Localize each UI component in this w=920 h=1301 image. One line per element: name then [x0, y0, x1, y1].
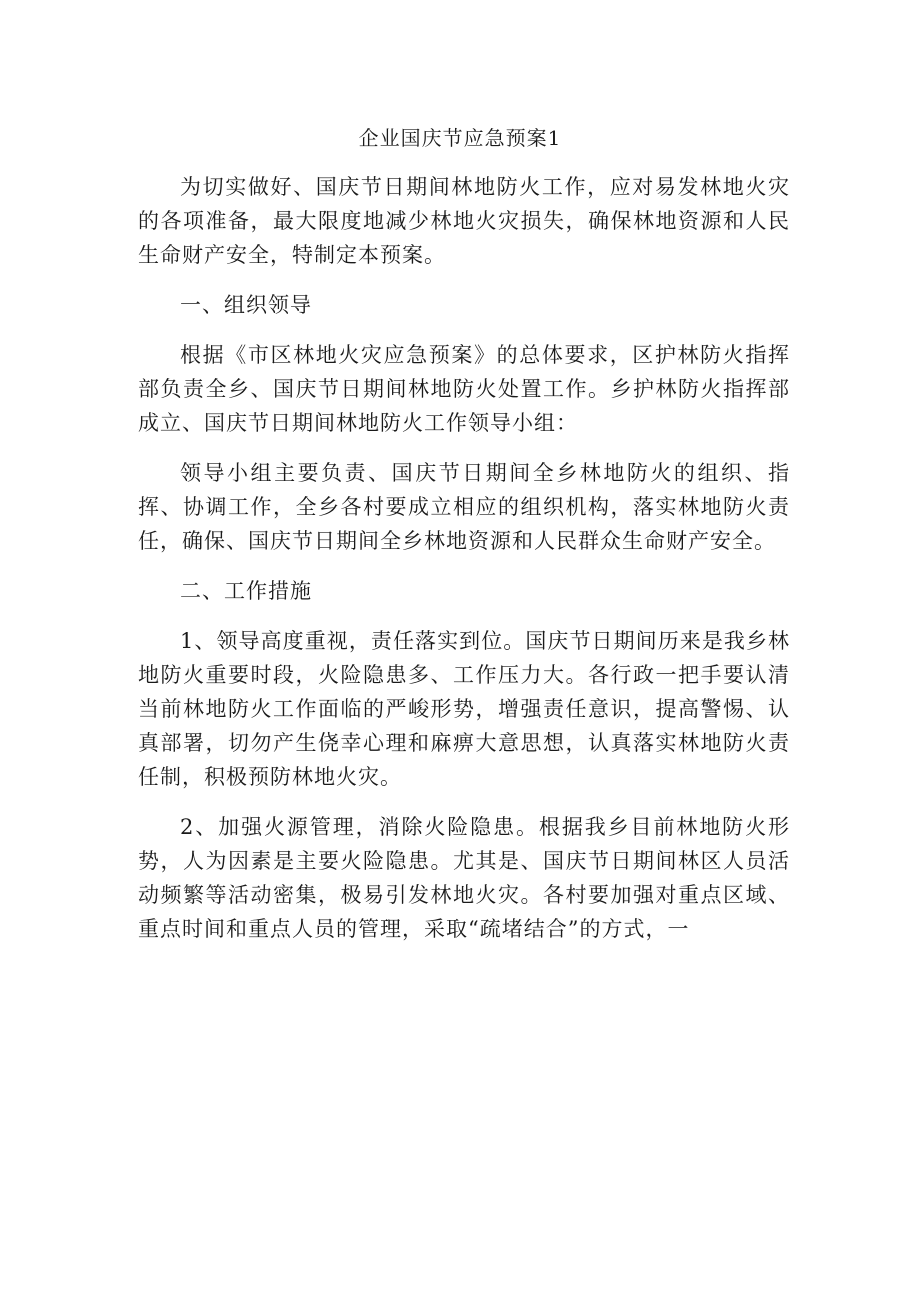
measure-paragraph-1: 1、领导高度重视，责任落实到位。国庆节日期间历来是我乡林地防火重要时段，火险隐患多、工作压力大。各行政一把手要认清当前林地防火工作面临的严峻形势，增强责任意识，提高警惕、认真部署，切勿产生侥幸心理和麻痹大意思想，认真落实林地防火责任制，积极预防林地火灾。	[138, 629, 790, 789]
section-heading-measures: 二、工作措施	[180, 579, 312, 603]
organization-paragraph-1: 根据《市区林地火灾应急预案》的总体要求，区护林防火指挥部负责全乡、国庆节日期间林地防火处置工作。乡护林防火指挥部成立、国庆节日期间林地防火工作领导小组：	[138, 343, 790, 435]
document-body	[138, 170, 790, 962]
intro-paragraph: 为切实做好、国庆节日期间林地防火工作，应对易发林地火灾的各项准备，最大限度地减少林地火灾损失，确保林地资源和人民生命财产安全，特制定本预案。	[138, 175, 790, 267]
section-heading-organization: 一、组织领导	[180, 293, 312, 317]
measure-paragraph-2: 2、加强火源管理，消除火险隐患。根据我乡目前林地防火形势，人为因素是主要火险隐患。尤其是、国庆节日期间林区人员活动频繁等活动密集，极易引发林地火灾。各村要加强对重点区域、重点时间和重点人员的管理，采取“疏堵结合”的方式，一	[138, 815, 790, 941]
organization-paragraph-2: 领导小组主要负责、国庆节日期间全乡林地防火的组织、指挥、协调工作，全乡各村要成立相应的组织机构，落实林地防火责任，确保、国庆节日期间全乡林地资源和人民群众生命财产安全。	[138, 461, 790, 553]
document-title: 企业国庆节应急预案1	[358, 126, 562, 150]
